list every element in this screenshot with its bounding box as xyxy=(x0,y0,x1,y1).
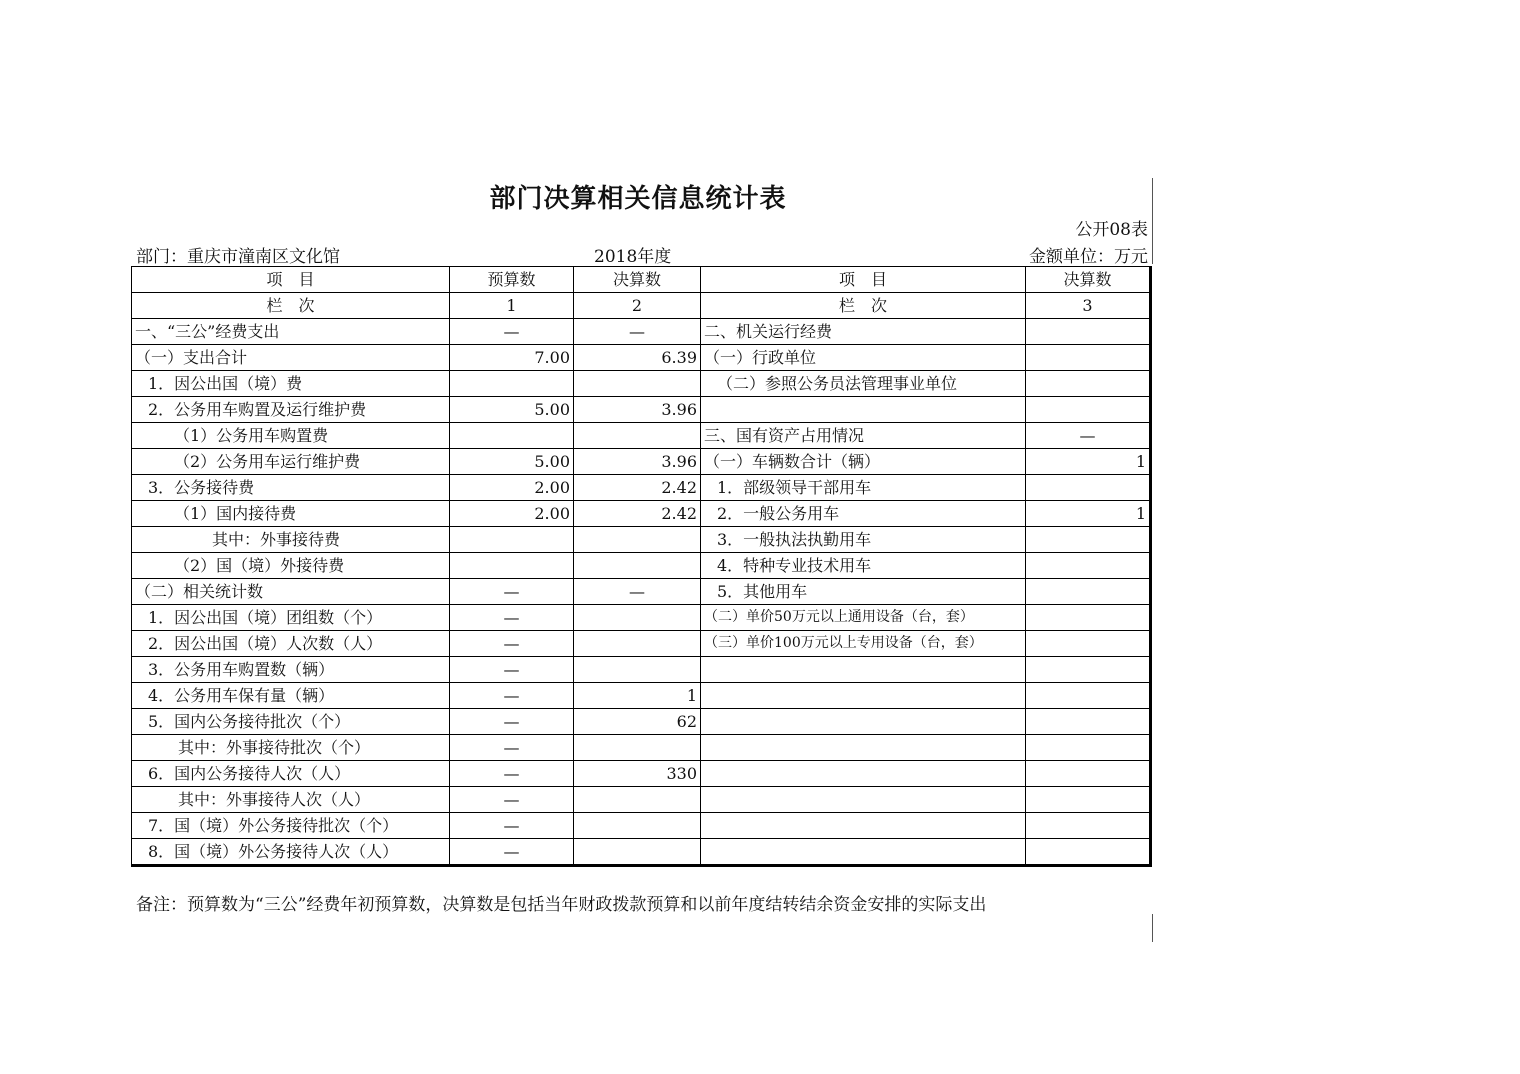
table-row xyxy=(132,449,1151,475)
final-value: — xyxy=(574,319,701,345)
right-value xyxy=(1026,709,1151,735)
final-value: 3.96 xyxy=(574,397,701,423)
item-left: 一、“三公”经费支出 xyxy=(132,319,450,345)
budget-value: — xyxy=(450,657,574,683)
item-left: 2．因公出国（境）人次数（人） xyxy=(132,631,450,657)
right-value xyxy=(1026,605,1151,631)
item-left: （1）国内接待费 xyxy=(132,501,450,527)
budget-value: — xyxy=(450,839,574,866)
right-value xyxy=(1026,813,1151,839)
final-value xyxy=(574,605,701,631)
budget-value: — xyxy=(450,683,574,709)
header-item-left: 项 目 xyxy=(132,267,450,293)
item-right xyxy=(701,787,1026,813)
item-right: （二）参照公务员法管理事业单位 xyxy=(701,371,1026,397)
item-right: 4．特种专业技术用车 xyxy=(701,553,1026,579)
budget-value xyxy=(450,553,574,579)
item-right xyxy=(701,709,1026,735)
right-value xyxy=(1026,579,1151,605)
table-row xyxy=(132,553,1151,579)
budget-value: — xyxy=(450,735,574,761)
right-value xyxy=(1026,657,1151,683)
budget-value: 7.00 xyxy=(450,345,574,371)
item-left: （2）国（境）外接待费 xyxy=(132,553,450,579)
final-value: 330 xyxy=(574,761,701,787)
item-left: 其中：外事接待人次（人） xyxy=(132,787,450,813)
final-value: 3.96 xyxy=(574,449,701,475)
final-value xyxy=(574,839,701,866)
final-value xyxy=(574,423,701,449)
budget-value: 5.00 xyxy=(450,397,574,423)
right-value xyxy=(1026,345,1151,371)
item-left: 其中：外事接待费 xyxy=(132,527,450,553)
budget-value: — xyxy=(450,709,574,735)
right-value xyxy=(1026,553,1151,579)
final-value xyxy=(574,735,701,761)
statistics-table xyxy=(131,266,1152,867)
table-row xyxy=(132,657,1151,683)
right-value xyxy=(1026,735,1151,761)
item-right: 3．一般执法执勤用车 xyxy=(701,527,1026,553)
final-value: — xyxy=(574,579,701,605)
form-number: 公开08表 xyxy=(1075,220,1148,240)
table-row xyxy=(132,371,1151,397)
item-left: （二）相关统计数 xyxy=(132,579,450,605)
budget-value: — xyxy=(450,579,574,605)
page-title: 部门决算相关信息统计表 xyxy=(489,184,787,214)
column-label-right: 栏 次 xyxy=(701,293,1026,319)
item-right: 5．其他用车 xyxy=(701,579,1026,605)
final-value xyxy=(574,553,701,579)
item-left: （1）公务用车购置费 xyxy=(132,423,450,449)
table-row xyxy=(132,709,1151,735)
budget-value: — xyxy=(450,787,574,813)
table-row xyxy=(132,787,1151,813)
budget-value: — xyxy=(450,761,574,787)
right-value xyxy=(1026,371,1151,397)
right-value xyxy=(1026,475,1151,501)
item-left: 其中：外事接待批次（个） xyxy=(132,735,450,761)
header-item-right: 项 目 xyxy=(701,267,1026,293)
final-value xyxy=(574,813,701,839)
column-divider-line xyxy=(1152,914,1153,942)
item-left: 4．公务用车保有量（辆） xyxy=(132,683,450,709)
item-left: 2．公务用车购置及运行维护费 xyxy=(132,397,450,423)
table-row xyxy=(132,761,1151,787)
budget-value: 5.00 xyxy=(450,449,574,475)
item-right xyxy=(701,761,1026,787)
right-value: 1 xyxy=(1026,501,1151,527)
item-right: 二、机关运行经费 xyxy=(701,319,1026,345)
item-left: （一）支出合计 xyxy=(132,345,450,371)
budget-value: — xyxy=(450,319,574,345)
column-number-1: 1 xyxy=(450,293,574,319)
final-value xyxy=(574,631,701,657)
final-value: 2.42 xyxy=(574,501,701,527)
footnote: 备注：预算数为“三公”经费年初预算数，决算数是包括当年财政拨款预算和以前年度结转结余资金安排的实际支出 xyxy=(136,895,987,915)
item-right: 1．部级领导干部用车 xyxy=(701,475,1026,501)
item-right xyxy=(701,839,1026,866)
final-value: 6.39 xyxy=(574,345,701,371)
final-value: 62 xyxy=(574,709,701,735)
table-row xyxy=(132,605,1151,631)
budget-value xyxy=(450,371,574,397)
budget-value: — xyxy=(450,813,574,839)
table-row xyxy=(132,345,1151,371)
item-right: （二）单价50万元以上通用设备（台，套） xyxy=(701,605,1026,631)
final-value: 1 xyxy=(574,683,701,709)
right-value xyxy=(1026,397,1151,423)
right-value xyxy=(1026,761,1151,787)
header-final: 决算数 xyxy=(574,267,701,293)
item-left: 3．公务用车购置数（辆） xyxy=(132,657,450,683)
right-value: 1 xyxy=(1026,449,1151,475)
header-budget: 预算数 xyxy=(450,267,574,293)
table-row xyxy=(132,475,1151,501)
item-right: 2．一般公务用车 xyxy=(701,501,1026,527)
final-value xyxy=(574,527,701,553)
item-right xyxy=(701,683,1026,709)
item-left: （2）公务用车运行维护费 xyxy=(132,449,450,475)
table-row xyxy=(132,397,1151,423)
final-value xyxy=(574,371,701,397)
final-value xyxy=(574,787,701,813)
header-row xyxy=(132,267,1151,293)
budget-value: — xyxy=(450,631,574,657)
department-label: 部门：重庆市潼南区文化馆 xyxy=(136,247,340,267)
table-row xyxy=(132,319,1151,345)
right-value xyxy=(1026,631,1151,657)
column-number-3: 3 xyxy=(1026,293,1151,319)
table-row xyxy=(132,527,1151,553)
item-right xyxy=(701,657,1026,683)
item-right xyxy=(701,813,1026,839)
table-row xyxy=(132,423,1151,449)
right-value xyxy=(1026,319,1151,345)
header-final-right: 决算数 xyxy=(1026,267,1151,293)
table-row xyxy=(132,501,1151,527)
item-right xyxy=(701,735,1026,761)
table-row xyxy=(132,735,1151,761)
column-divider-line xyxy=(1152,178,1153,264)
budget-value xyxy=(450,423,574,449)
table-row xyxy=(132,579,1151,605)
column-number-2: 2 xyxy=(574,293,701,319)
final-value xyxy=(574,657,701,683)
budget-value: 2.00 xyxy=(450,475,574,501)
item-left: 7．国（境）外公务接待批次（个） xyxy=(132,813,450,839)
column-label-left: 栏 次 xyxy=(132,293,450,319)
table-row xyxy=(132,839,1151,866)
right-value xyxy=(1026,527,1151,553)
right-value xyxy=(1026,683,1151,709)
budget-value: 2.00 xyxy=(450,501,574,527)
item-left: 8．国（境）外公务接待人次（人） xyxy=(132,839,450,866)
amount-unit: 金额单位：万元 xyxy=(1029,247,1148,267)
item-right xyxy=(701,397,1026,423)
table-row xyxy=(132,813,1151,839)
right-value: — xyxy=(1026,423,1151,449)
item-right: 三、国有资产占用情况 xyxy=(701,423,1026,449)
item-left: 1．因公出国（境）团组数（个） xyxy=(132,605,450,631)
item-left: 6．国内公务接待人次（人） xyxy=(132,761,450,787)
item-right: （一）车辆数合计（辆） xyxy=(701,449,1026,475)
right-value xyxy=(1026,839,1151,866)
item-right: （一）行政单位 xyxy=(701,345,1026,371)
item-left: 1．因公出国（境）费 xyxy=(132,371,450,397)
column-number-row xyxy=(132,293,1151,319)
table-row xyxy=(132,631,1151,657)
item-left: 3．公务接待费 xyxy=(132,475,450,501)
item-right: （三）单价100万元以上专用设备（台，套） xyxy=(701,631,1026,657)
item-left: 5．国内公务接待批次（个） xyxy=(132,709,450,735)
budget-value xyxy=(450,527,574,553)
budget-value: — xyxy=(450,605,574,631)
fiscal-year: 2018年度 xyxy=(594,247,672,267)
table-row xyxy=(132,683,1151,709)
final-value: 2.42 xyxy=(574,475,701,501)
right-value xyxy=(1026,787,1151,813)
